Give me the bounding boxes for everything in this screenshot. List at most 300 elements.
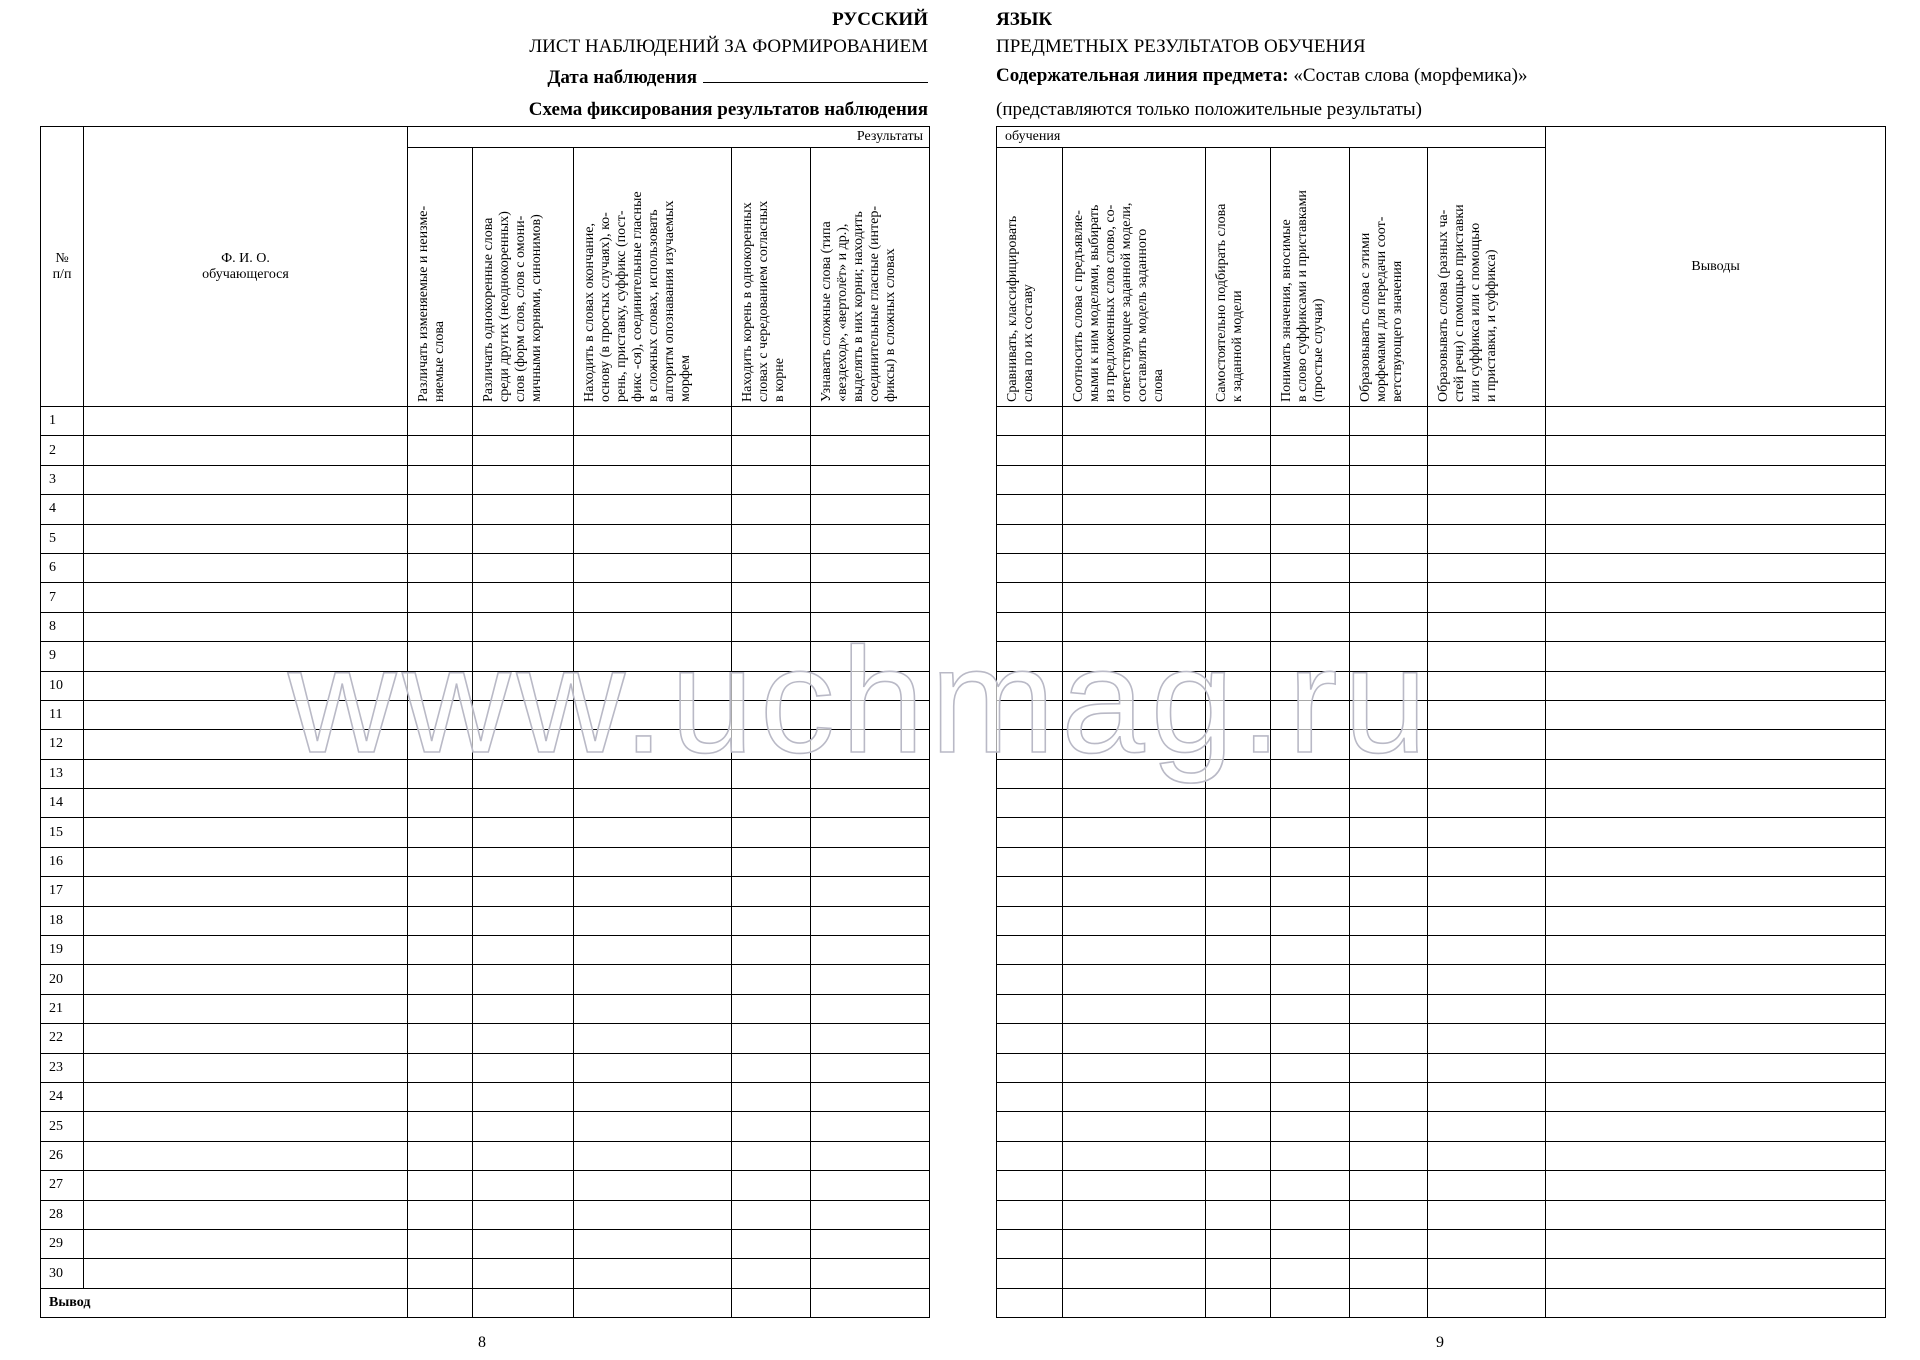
result-cell[interactable]	[574, 818, 732, 847]
result-cell[interactable]	[1063, 789, 1206, 818]
result-cell[interactable]	[732, 1259, 811, 1288]
conclusion-cell[interactable]	[1546, 730, 1886, 759]
result-cell[interactable]	[473, 936, 574, 965]
result-cell[interactable]	[732, 583, 811, 612]
result-cell[interactable]	[1350, 994, 1428, 1023]
result-cell[interactable]	[1271, 965, 1350, 994]
result-cell[interactable]	[1271, 906, 1350, 935]
result-cell[interactable]	[1206, 877, 1271, 906]
result-cell[interactable]	[473, 965, 574, 994]
result-cell[interactable]	[1063, 583, 1206, 612]
result-cell[interactable]	[732, 1141, 811, 1170]
result-cell[interactable]	[1428, 583, 1546, 612]
result-cell[interactable]	[1271, 465, 1350, 494]
result-cell[interactable]	[1206, 847, 1271, 876]
result-cell[interactable]	[1063, 1053, 1206, 1082]
result-cell[interactable]	[732, 730, 811, 759]
result-cell[interactable]	[1271, 936, 1350, 965]
result-cell[interactable]	[811, 642, 930, 671]
result-cell[interactable]	[1063, 700, 1206, 729]
result-cell[interactable]	[1206, 1053, 1271, 1082]
result-cell[interactable]	[473, 1024, 574, 1053]
result-cell[interactable]	[1206, 1171, 1271, 1200]
result-cell[interactable]	[1350, 1229, 1428, 1258]
result-cell[interactable]	[473, 1259, 574, 1288]
result-cell[interactable]	[574, 524, 732, 553]
result-cell[interactable]	[1206, 730, 1271, 759]
result-cell[interactable]	[574, 1141, 732, 1170]
conclusion-result-cell[interactable]	[732, 1288, 811, 1317]
result-cell[interactable]	[1063, 524, 1206, 553]
result-cell[interactable]	[473, 1200, 574, 1229]
result-cell[interactable]	[408, 1229, 473, 1258]
result-cell[interactable]	[997, 730, 1063, 759]
result-cell[interactable]	[473, 818, 574, 847]
result-cell[interactable]	[473, 1082, 574, 1111]
conclusion-result-cell[interactable]	[473, 1288, 574, 1317]
student-name-cell[interactable]	[84, 1141, 408, 1170]
result-cell[interactable]	[997, 553, 1063, 582]
result-cell[interactable]	[1271, 1200, 1350, 1229]
result-cell[interactable]	[1350, 1141, 1428, 1170]
result-cell[interactable]	[1428, 1171, 1546, 1200]
result-cell[interactable]	[1350, 965, 1428, 994]
student-name-cell[interactable]	[84, 1112, 408, 1141]
result-cell[interactable]	[1271, 671, 1350, 700]
result-cell[interactable]	[1063, 465, 1206, 494]
result-cell[interactable]	[408, 465, 473, 494]
result-cell[interactable]	[408, 436, 473, 465]
result-cell[interactable]	[574, 1259, 732, 1288]
result-cell[interactable]	[811, 700, 930, 729]
conclusion-cell[interactable]	[1546, 847, 1886, 876]
result-cell[interactable]	[811, 495, 930, 524]
conclusion-result-cell[interactable]	[1271, 1288, 1350, 1317]
result-cell[interactable]	[473, 1171, 574, 1200]
result-cell[interactable]	[473, 994, 574, 1023]
student-name-cell[interactable]	[84, 700, 408, 729]
result-cell[interactable]	[732, 407, 811, 436]
student-name-cell[interactable]	[84, 612, 408, 641]
result-cell[interactable]	[408, 612, 473, 641]
result-cell[interactable]	[997, 524, 1063, 553]
conclusion-cell[interactable]	[1546, 1112, 1886, 1141]
result-cell[interactable]	[408, 671, 473, 700]
result-cell[interactable]	[1350, 730, 1428, 759]
result-cell[interactable]	[1206, 524, 1271, 553]
result-cell[interactable]	[1428, 612, 1546, 641]
result-cell[interactable]	[811, 524, 930, 553]
result-cell[interactable]	[1206, 1259, 1271, 1288]
result-cell[interactable]	[1206, 818, 1271, 847]
conclusion-result-cell[interactable]	[811, 1288, 930, 1317]
result-cell[interactable]	[1350, 818, 1428, 847]
result-cell[interactable]	[1063, 495, 1206, 524]
result-cell[interactable]	[1063, 759, 1206, 788]
result-cell[interactable]	[1350, 700, 1428, 729]
result-cell[interactable]	[732, 1200, 811, 1229]
result-cell[interactable]	[1428, 700, 1546, 729]
result-cell[interactable]	[473, 465, 574, 494]
result-cell[interactable]	[997, 407, 1063, 436]
result-cell[interactable]	[1350, 495, 1428, 524]
result-cell[interactable]	[732, 495, 811, 524]
result-cell[interactable]	[811, 612, 930, 641]
conclusion-cell[interactable]	[1546, 642, 1886, 671]
result-cell[interactable]	[408, 495, 473, 524]
result-cell[interactable]	[1206, 965, 1271, 994]
result-cell[interactable]	[732, 1082, 811, 1111]
result-cell[interactable]	[811, 906, 930, 935]
result-cell[interactable]	[408, 936, 473, 965]
result-cell[interactable]	[473, 847, 574, 876]
conclusion-cell[interactable]	[1546, 407, 1886, 436]
result-cell[interactable]	[732, 847, 811, 876]
result-cell[interactable]	[732, 436, 811, 465]
result-cell[interactable]	[811, 847, 930, 876]
result-cell[interactable]	[1271, 1112, 1350, 1141]
result-cell[interactable]	[997, 1141, 1063, 1170]
result-cell[interactable]	[732, 700, 811, 729]
result-cell[interactable]	[1428, 1259, 1546, 1288]
result-cell[interactable]	[1271, 789, 1350, 818]
student-name-cell[interactable]	[84, 847, 408, 876]
result-cell[interactable]	[1428, 1053, 1546, 1082]
result-cell[interactable]	[473, 1112, 574, 1141]
conclusion-cell[interactable]	[1546, 936, 1886, 965]
result-cell[interactable]	[473, 700, 574, 729]
conclusion-result-cell[interactable]	[574, 1288, 732, 1317]
result-cell[interactable]	[811, 1200, 930, 1229]
result-cell[interactable]	[1271, 612, 1350, 641]
result-cell[interactable]	[1206, 465, 1271, 494]
result-cell[interactable]	[997, 789, 1063, 818]
student-name-cell[interactable]	[84, 965, 408, 994]
result-cell[interactable]	[811, 1229, 930, 1258]
result-cell[interactable]	[574, 906, 732, 935]
result-cell[interactable]	[1206, 495, 1271, 524]
result-cell[interactable]	[997, 1200, 1063, 1229]
result-cell[interactable]	[811, 1141, 930, 1170]
result-cell[interactable]	[1428, 436, 1546, 465]
result-cell[interactable]	[1350, 877, 1428, 906]
result-cell[interactable]	[811, 730, 930, 759]
result-cell[interactable]	[997, 465, 1063, 494]
student-name-cell[interactable]	[84, 1200, 408, 1229]
result-cell[interactable]	[408, 847, 473, 876]
conclusion-cell[interactable]	[1546, 553, 1886, 582]
student-name-cell[interactable]	[84, 495, 408, 524]
result-cell[interactable]	[1063, 642, 1206, 671]
result-cell[interactable]	[1063, 965, 1206, 994]
conclusion-cell[interactable]	[1546, 1024, 1886, 1053]
result-cell[interactable]	[1428, 847, 1546, 876]
result-cell[interactable]	[1428, 994, 1546, 1023]
result-cell[interactable]	[1428, 730, 1546, 759]
result-cell[interactable]	[1271, 730, 1350, 759]
result-cell[interactable]	[732, 789, 811, 818]
result-cell[interactable]	[1428, 671, 1546, 700]
result-cell[interactable]	[408, 700, 473, 729]
result-cell[interactable]	[997, 759, 1063, 788]
result-cell[interactable]	[408, 730, 473, 759]
result-cell[interactable]	[997, 1171, 1063, 1200]
conclusion-result-cell[interactable]	[1546, 1288, 1886, 1317]
student-name-cell[interactable]	[84, 436, 408, 465]
result-cell[interactable]	[1063, 1200, 1206, 1229]
result-cell[interactable]	[473, 1229, 574, 1258]
result-cell[interactable]	[1428, 965, 1546, 994]
result-cell[interactable]	[574, 700, 732, 729]
result-cell[interactable]	[408, 583, 473, 612]
result-cell[interactable]	[1428, 465, 1546, 494]
result-cell[interactable]	[1063, 553, 1206, 582]
result-cell[interactable]	[732, 612, 811, 641]
result-cell[interactable]	[574, 877, 732, 906]
conclusion-cell[interactable]	[1546, 495, 1886, 524]
result-cell[interactable]	[1063, 671, 1206, 700]
result-cell[interactable]	[1206, 1141, 1271, 1170]
student-name-cell[interactable]	[84, 877, 408, 906]
conclusion-cell[interactable]	[1546, 965, 1886, 994]
result-cell[interactable]	[811, 465, 930, 494]
result-cell[interactable]	[1206, 789, 1271, 818]
conclusion-cell[interactable]	[1546, 759, 1886, 788]
result-cell[interactable]	[1350, 583, 1428, 612]
result-cell[interactable]	[408, 1024, 473, 1053]
result-cell[interactable]	[1063, 1229, 1206, 1258]
result-cell[interactable]	[1350, 553, 1428, 582]
result-cell[interactable]	[1271, 1229, 1350, 1258]
result-cell[interactable]	[1271, 759, 1350, 788]
result-cell[interactable]	[473, 789, 574, 818]
result-cell[interactable]	[1271, 1024, 1350, 1053]
result-cell[interactable]	[1063, 1112, 1206, 1141]
result-cell[interactable]	[1271, 524, 1350, 553]
conclusion-cell[interactable]	[1546, 1082, 1886, 1111]
result-cell[interactable]	[811, 994, 930, 1023]
result-cell[interactable]	[1428, 818, 1546, 847]
student-name-cell[interactable]	[84, 789, 408, 818]
result-cell[interactable]	[997, 965, 1063, 994]
student-name-cell[interactable]	[84, 407, 408, 436]
result-cell[interactable]	[732, 1053, 811, 1082]
result-cell[interactable]	[1206, 436, 1271, 465]
result-cell[interactable]	[574, 965, 732, 994]
conclusion-result-cell[interactable]	[1206, 1288, 1271, 1317]
result-cell[interactable]	[1428, 1141, 1546, 1170]
result-cell[interactable]	[574, 465, 732, 494]
result-cell[interactable]	[1206, 642, 1271, 671]
conclusion-cell[interactable]	[1546, 906, 1886, 935]
result-cell[interactable]	[1271, 553, 1350, 582]
result-cell[interactable]	[997, 583, 1063, 612]
result-cell[interactable]	[811, 407, 930, 436]
result-cell[interactable]	[997, 612, 1063, 641]
result-cell[interactable]	[574, 1082, 732, 1111]
result-cell[interactable]	[1350, 847, 1428, 876]
result-cell[interactable]	[574, 1229, 732, 1258]
result-cell[interactable]	[1350, 1112, 1428, 1141]
student-name-cell[interactable]	[84, 1053, 408, 1082]
result-cell[interactable]	[997, 495, 1063, 524]
result-cell[interactable]	[574, 612, 732, 641]
result-cell[interactable]	[574, 671, 732, 700]
result-cell[interactable]	[1271, 495, 1350, 524]
result-cell[interactable]	[1063, 877, 1206, 906]
result-cell[interactable]	[1350, 759, 1428, 788]
result-cell[interactable]	[473, 877, 574, 906]
conclusion-cell[interactable]	[1546, 1053, 1886, 1082]
result-cell[interactable]	[997, 818, 1063, 847]
result-cell[interactable]	[408, 642, 473, 671]
result-cell[interactable]	[997, 1229, 1063, 1258]
result-cell[interactable]	[1350, 1053, 1428, 1082]
result-cell[interactable]	[997, 1024, 1063, 1053]
result-cell[interactable]	[473, 495, 574, 524]
result-cell[interactable]	[574, 642, 732, 671]
result-cell[interactable]	[811, 789, 930, 818]
date-blank[interactable]	[703, 64, 928, 83]
result-cell[interactable]	[473, 1141, 574, 1170]
result-cell[interactable]	[408, 789, 473, 818]
result-cell[interactable]	[408, 1200, 473, 1229]
result-cell[interactable]	[1063, 1024, 1206, 1053]
student-name-cell[interactable]	[84, 524, 408, 553]
result-cell[interactable]	[1350, 789, 1428, 818]
result-cell[interactable]	[732, 936, 811, 965]
result-cell[interactable]	[732, 642, 811, 671]
result-cell[interactable]	[408, 994, 473, 1023]
result-cell[interactable]	[473, 906, 574, 935]
result-cell[interactable]	[574, 407, 732, 436]
result-cell[interactable]	[1271, 436, 1350, 465]
result-cell[interactable]	[1063, 847, 1206, 876]
result-cell[interactable]	[1063, 1259, 1206, 1288]
result-cell[interactable]	[1350, 906, 1428, 935]
result-cell[interactable]	[408, 407, 473, 436]
student-name-cell[interactable]	[84, 906, 408, 935]
result-cell[interactable]	[1206, 671, 1271, 700]
result-cell[interactable]	[1271, 1171, 1350, 1200]
result-cell[interactable]	[1428, 495, 1546, 524]
result-cell[interactable]	[1350, 671, 1428, 700]
conclusion-cell[interactable]	[1546, 1229, 1886, 1258]
student-name-cell[interactable]	[84, 1259, 408, 1288]
result-cell[interactable]	[1063, 407, 1206, 436]
result-cell[interactable]	[997, 847, 1063, 876]
result-cell[interactable]	[997, 906, 1063, 935]
result-cell[interactable]	[1271, 818, 1350, 847]
result-cell[interactable]	[1206, 583, 1271, 612]
result-cell[interactable]	[1271, 994, 1350, 1023]
result-cell[interactable]	[732, 877, 811, 906]
result-cell[interactable]	[811, 553, 930, 582]
student-name-cell[interactable]	[84, 730, 408, 759]
result-cell[interactable]	[811, 1112, 930, 1141]
student-name-cell[interactable]	[84, 465, 408, 494]
result-cell[interactable]	[997, 1112, 1063, 1141]
result-cell[interactable]	[408, 759, 473, 788]
result-cell[interactable]	[811, 671, 930, 700]
conclusion-cell[interactable]	[1546, 612, 1886, 641]
result-cell[interactable]	[1350, 1171, 1428, 1200]
result-cell[interactable]	[1350, 1200, 1428, 1229]
result-cell[interactable]	[1206, 936, 1271, 965]
conclusion-cell[interactable]	[1546, 671, 1886, 700]
conclusion-cell[interactable]	[1546, 1200, 1886, 1229]
result-cell[interactable]	[811, 1053, 930, 1082]
result-cell[interactable]	[574, 847, 732, 876]
student-name-cell[interactable]	[84, 759, 408, 788]
result-cell[interactable]	[1428, 1200, 1546, 1229]
result-cell[interactable]	[473, 759, 574, 788]
result-cell[interactable]	[732, 1112, 811, 1141]
result-cell[interactable]	[1428, 407, 1546, 436]
result-cell[interactable]	[1271, 1141, 1350, 1170]
result-cell[interactable]	[1063, 818, 1206, 847]
student-name-cell[interactable]	[84, 1082, 408, 1111]
result-cell[interactable]	[1206, 994, 1271, 1023]
result-cell[interactable]	[997, 436, 1063, 465]
result-cell[interactable]	[811, 1082, 930, 1111]
conclusion-cell[interactable]	[1546, 994, 1886, 1023]
result-cell[interactable]	[473, 583, 574, 612]
result-cell[interactable]	[811, 877, 930, 906]
result-cell[interactable]	[1206, 1082, 1271, 1111]
result-cell[interactable]	[473, 671, 574, 700]
result-cell[interactable]	[1271, 1082, 1350, 1111]
result-cell[interactable]	[732, 1171, 811, 1200]
result-cell[interactable]	[574, 495, 732, 524]
result-cell[interactable]	[1350, 436, 1428, 465]
result-cell[interactable]	[997, 642, 1063, 671]
result-cell[interactable]	[1206, 1024, 1271, 1053]
result-cell[interactable]	[1206, 1112, 1271, 1141]
result-cell[interactable]	[574, 730, 732, 759]
result-cell[interactable]	[1350, 936, 1428, 965]
result-cell[interactable]	[1350, 524, 1428, 553]
result-cell[interactable]	[1063, 1141, 1206, 1170]
result-cell[interactable]	[1350, 1259, 1428, 1288]
result-cell[interactable]	[1271, 583, 1350, 612]
result-cell[interactable]	[1206, 759, 1271, 788]
conclusion-cell[interactable]	[1546, 465, 1886, 494]
student-name-cell[interactable]	[84, 936, 408, 965]
result-cell[interactable]	[1206, 553, 1271, 582]
result-cell[interactable]	[1063, 612, 1206, 641]
student-name-cell[interactable]	[84, 818, 408, 847]
result-cell[interactable]	[997, 1259, 1063, 1288]
result-cell[interactable]	[732, 965, 811, 994]
result-cell[interactable]	[1428, 759, 1546, 788]
conclusion-result-cell[interactable]	[1063, 1288, 1206, 1317]
result-cell[interactable]	[1063, 906, 1206, 935]
result-cell[interactable]	[811, 759, 930, 788]
conclusion-cell[interactable]	[1546, 583, 1886, 612]
result-cell[interactable]	[473, 407, 574, 436]
result-cell[interactable]	[732, 524, 811, 553]
result-cell[interactable]	[1063, 994, 1206, 1023]
result-cell[interactable]	[732, 671, 811, 700]
result-cell[interactable]	[408, 1053, 473, 1082]
student-name-cell[interactable]	[84, 1024, 408, 1053]
result-cell[interactable]	[574, 553, 732, 582]
result-cell[interactable]	[1271, 642, 1350, 671]
result-cell[interactable]	[732, 759, 811, 788]
result-cell[interactable]	[473, 612, 574, 641]
result-cell[interactable]	[574, 1171, 732, 1200]
